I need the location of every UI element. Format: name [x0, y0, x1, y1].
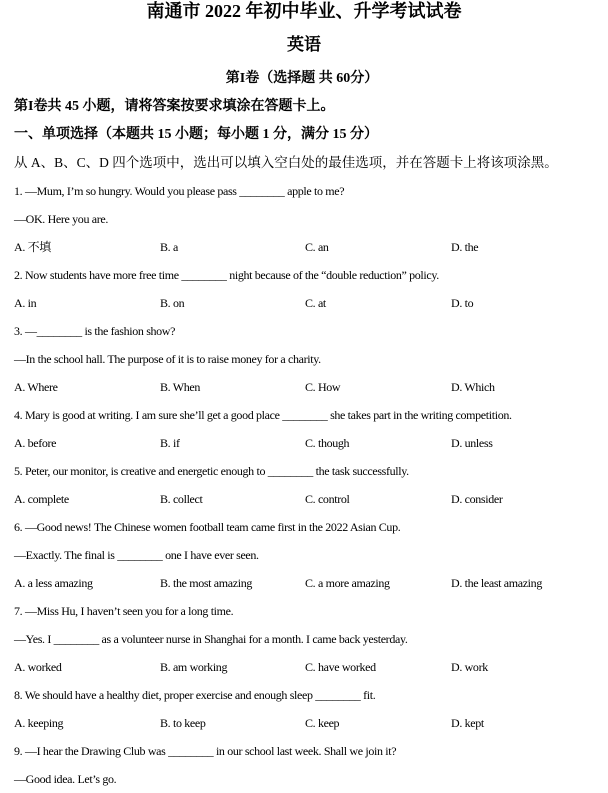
question-3-option-d: D. Which — [451, 380, 495, 394]
question-1-option-d: D. the — [451, 240, 479, 254]
question-2-option-a: A. in — [14, 296, 37, 310]
question-5-option-b: B. collect — [160, 492, 203, 506]
question-8-option-b: B. to keep — [160, 716, 206, 730]
question-8-option-d: D. kept — [451, 716, 484, 730]
question-1-stem: 1. —Mum, I’m so hungry. Would you please pass ________ apple to me? — [14, 184, 345, 198]
question-5-stem: 5. Peter, our monitor, is creative and energetic enough to ________ the task successfully. — [14, 464, 409, 478]
question-3-option-a: A. Where — [14, 380, 58, 394]
question-1-option-a: A. 不填 — [14, 240, 51, 254]
question-7-option-a: A. worked — [14, 660, 62, 674]
question-7-reply: —Yes. I ________ as a volunteer nurse in Shanghai for a month. I came back yesterday. — [14, 632, 408, 646]
question-1-option-c: C. an — [305, 240, 329, 254]
question-3-option-b: B. When — [160, 380, 200, 394]
question-1-reply: —OK. Here you are. — [14, 212, 108, 226]
question-7-option-d: D. work — [451, 660, 488, 674]
question-3-reply: —In the school hall. The purpose of it is to raise money for a charity. — [14, 352, 321, 366]
question-2-option-d: D. to — [451, 296, 474, 310]
question-7-option-b: B. am working — [160, 660, 228, 674]
part-note: 第I卷共 45 小题，请将答案按要求填涂在答题卡上。 — [14, 99, 335, 114]
question-6-option-a: A. a less amazing — [14, 576, 93, 590]
question-4-option-d: D. unless — [451, 436, 493, 450]
question-9-reply: —Good idea. Let’s go. — [14, 772, 117, 786]
question-8-option-a: A. keeping — [14, 716, 64, 730]
question-6-options — [0, 569, 608, 597]
question-4-stem: 4. Mary is good at writing. I am sure she’ll get a good place ________ she takes part in the writing competition. — [14, 408, 512, 422]
question-2-option-b: B. on — [160, 296, 185, 310]
question-4-option-a: A. before — [14, 436, 57, 450]
question-6-reply: —Exactly. The final is ________ one I have ever seen. — [14, 548, 259, 562]
question-3-options — [0, 373, 608, 401]
question-1-option-b: B. a — [160, 240, 178, 254]
question-6-stem: 6. —Good news! The Chinese women football team came first in the 2022 Asian Cup. — [14, 520, 401, 534]
question-4-option-b: B. if — [160, 436, 180, 450]
question-3-option-c: C. How — [305, 380, 341, 394]
question-2-options — [0, 289, 608, 317]
question-5-option-a: A. complete — [14, 492, 69, 506]
question-6-option-c: C. a more amazing — [305, 576, 390, 590]
exam-body — [0, 65, 608, 793]
question-6-option-d: D. the least amazing — [451, 576, 542, 590]
question-8-stem: 8. We should have a healthy diet, proper exercise and enough sleep ________ fit. — [14, 688, 376, 702]
question-9-stem: 9. —I hear the Drawing Club was ________ in our school last week. Shall we join it? — [14, 744, 397, 758]
question-2-stem: 2. Now students have more free time ________ night because of the “double reduction” policy. — [14, 268, 439, 282]
exam-subject: 英语 — [287, 35, 321, 54]
question-3-stem: 3. —________ is the fashion show? — [14, 324, 176, 338]
question-1-options — [0, 233, 608, 261]
question-4-options — [0, 429, 608, 457]
question-7-options — [0, 653, 608, 681]
question-5-option-d: D. consider — [451, 492, 503, 506]
section-instruction: 从 A、B、C、D 四个选项中，选出可以填入空白处的最佳选项，并在答题卡上将该项涂黑。 — [14, 155, 558, 170]
question-5-options — [0, 485, 608, 513]
exam-title: 南通市 2022 年初中毕业、升学考试试卷 — [146, 1, 462, 21]
question-7-option-c: C. have worked — [305, 660, 376, 674]
question-8-option-c: C. keep — [305, 716, 340, 730]
question-8-options — [0, 709, 608, 737]
section-heading: 一、单项选择（本题共 15 小题；每小题 1 分，满分 15 分） — [14, 127, 378, 142]
question-5-option-c: C. control — [305, 492, 350, 506]
question-2-option-c: C. at — [305, 296, 326, 310]
question-4-option-c: C. though — [305, 436, 350, 450]
question-7-stem: 7. —Miss Hu, I haven’t seen you for a long time. — [14, 604, 234, 618]
part-heading: 第I卷（选择题 共 60分） — [225, 71, 379, 86]
question-6-option-b: B. the most amazing — [160, 576, 252, 590]
